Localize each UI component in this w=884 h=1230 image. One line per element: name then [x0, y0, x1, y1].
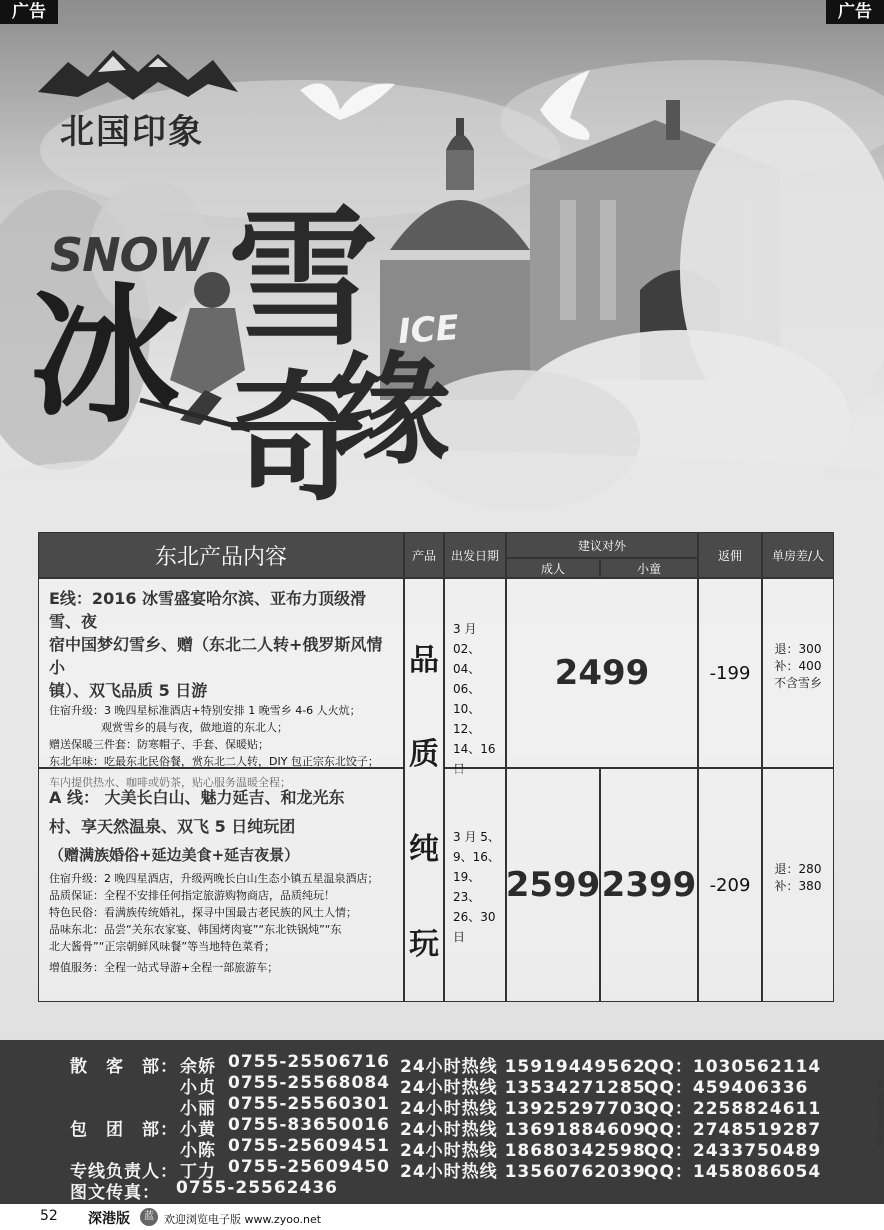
contact-phone: 0755-25568084 — [228, 1073, 390, 1093]
date-line: 日 — [453, 930, 466, 944]
date-line: 04、06、 — [453, 662, 481, 696]
date-line: 3 月 02、 — [453, 622, 481, 656]
route-a-detail: 品味东北：品尝“关东农家宴、韩国烤肉宴”“东北铁锅炖”“东 — [49, 923, 342, 936]
contact-label: 图文传真： — [70, 1183, 160, 1203]
contact-label: 包 团 部： — [70, 1120, 178, 1140]
headline-char-3: 奇 — [226, 358, 367, 521]
contact-name: 小丽 — [180, 1099, 216, 1119]
contact-phone: 0755-25609451 — [228, 1136, 390, 1156]
ad-tag-left: 广告 — [0, 0, 58, 24]
route-e-title-3: 镇）、双飞品质 5 日游 — [49, 681, 208, 700]
route-a-rebate: -209 — [698, 768, 762, 1002]
date-line: 日 — [453, 762, 466, 776]
headline-snow: SNOW — [50, 228, 208, 282]
route-e-detail: 车内提供热水、咖啡或奶茶，贴心服务温暖全程； — [49, 776, 291, 789]
brand-name: 北国印象 — [60, 112, 204, 152]
route-a-dates — [444, 768, 506, 1002]
route-e-detail: 赠送保暖三件套：防寒帽子、手套、保暖贴； — [49, 738, 269, 751]
product-char-1: 品 — [409, 643, 439, 678]
contact-label: 专线负责人： — [70, 1162, 178, 1182]
date-line: 3 月 5、 — [453, 830, 500, 844]
contact-name: 余娇 — [180, 1057, 216, 1077]
contact-label: 散 客 部： — [70, 1057, 178, 1077]
headline-char-1: 冰 — [30, 270, 181, 444]
header-content: 东北产品内容 — [38, 532, 404, 578]
header-suggest: 建议对外 — [506, 532, 698, 558]
route-e-detail: 东北年味：吃最东北民俗餐，赏东北二人转，DIY 包正宗东北饺子； — [49, 755, 379, 768]
contact-qq: QQ：1458086054 — [644, 1162, 822, 1182]
route-e-single — [762, 578, 834, 768]
page-number: 52 — [40, 1208, 58, 1224]
product-char-3: 纯 — [409, 832, 439, 867]
contact-name: 小陈 — [180, 1141, 216, 1161]
route-a-detail: 北大酱骨”“正宗朝鲜风味餐”等当地特色菜肴； — [49, 940, 276, 953]
contact-qq: QQ：2748519287 — [644, 1120, 822, 1140]
contact-name: 小黄 — [180, 1120, 216, 1140]
page-footer — [0, 1204, 884, 1230]
contact-panel — [0, 1040, 884, 1204]
contact-name: 丁力 — [180, 1162, 216, 1182]
date-line: 9、16、 — [453, 850, 500, 864]
route-a-detail: 增值服务：全程一站式导游+全程一部旅游车； — [49, 961, 279, 974]
contact-phone: 0755-25609450 — [228, 1157, 390, 1177]
edition-badge-icon: 蓝 — [140, 1208, 158, 1226]
date-line: 19、23、 — [453, 870, 481, 904]
single-line: 补：400 — [774, 659, 822, 673]
route-a-detail: 品质保证：全程不安排任何指定旅游购物商店，品质纯玩！ — [49, 889, 335, 902]
contact-fax: 0755-25562436 — [176, 1178, 338, 1198]
contact-phone: 0755-83650016 — [228, 1115, 390, 1135]
header-single: 单房差/人 — [762, 532, 834, 578]
route-e-title-1: E线：2016 冰雪盛宴哈尔滨、亚布力顶级滑雪、夜 — [49, 589, 367, 631]
route-e-title-2: 宿中国梦幻雪乡、赠（东北二人转+俄罗斯风情小 — [49, 635, 383, 677]
route-a-price-child: 2399 — [600, 768, 698, 1002]
contact-name: 小贞 — [180, 1078, 216, 1098]
header-rebate: 返佣 — [698, 532, 762, 578]
headline-char-2: 雪 — [228, 193, 379, 367]
date-line: 14、16 — [453, 742, 496, 756]
contact-qq: QQ：2258824611 — [644, 1099, 822, 1119]
side-disclaimer: 此广告图文均由客户提供 — [876, 1080, 883, 1146]
contact-hotline: 24小时热线 13534271285 — [400, 1078, 646, 1098]
contact-qq: QQ：1030562114 — [644, 1057, 822, 1077]
header-adult: 成人 — [506, 558, 600, 578]
header-departure: 出发日期 — [444, 532, 506, 578]
product-char-4: 玩 — [409, 927, 439, 962]
header-child: 小童 — [600, 558, 698, 578]
single-line: 不含雪乡 — [773, 676, 822, 690]
route-e-detail: 观赏雪乡的晨与夜，做地道的东北人； — [101, 721, 288, 734]
contact-qq: QQ：459406336 — [644, 1078, 809, 1098]
contact-qq: QQ：2433750489 — [644, 1141, 822, 1161]
route-a-detail: 特色民俗：看满族传统婚礼，探寻中国最古老民族的风土人情； — [49, 906, 357, 919]
contact-hotline: 24小时热线 13560762039 — [400, 1162, 646, 1182]
contact-hotline: 24小时热线 13691884609 — [400, 1120, 646, 1140]
contact-hotline: 24小时热线 15919449562 — [400, 1057, 646, 1077]
product-quality-column — [404, 578, 444, 1002]
headline-char-4: 缘 — [330, 342, 450, 481]
product-table — [38, 532, 834, 1002]
route-a-content — [38, 768, 404, 1002]
route-a-title-2: 村、享天然温泉、双飞 5 日纯玩团 — [49, 817, 296, 836]
single-line: 退：280 — [774, 862, 822, 876]
route-a-title-3: （赠满族婚俗+延边美食+延吉夜景） — [49, 846, 300, 864]
website-link[interactable]: 欢迎浏览电子版 www.zyoo.net — [164, 1213, 322, 1226]
product-char-2: 质 — [409, 737, 439, 772]
single-line: 退：300 — [774, 642, 822, 656]
route-e-content — [38, 578, 404, 789]
single-line: 补：380 — [774, 879, 822, 893]
route-e-price: 2499 — [506, 578, 698, 768]
route-e-rebate: -199 — [698, 578, 762, 768]
route-e-detail: 住宿升级：3 晚四星标准酒店+特别安排 1 晚雪乡 4-6 人火炕； — [49, 704, 361, 717]
date-line: 26、30 — [453, 910, 496, 924]
contact-hotline: 24小时热线 13925297703 — [400, 1099, 646, 1119]
route-a-detail: 住宿升级：2 晚四星酒店，升级两晚长白山生态小镇五星温泉酒店； — [49, 872, 379, 885]
headline-ice: ICE — [396, 307, 461, 353]
route-a-title-1: A 线： 大美长白山、魅力延吉、和龙光东 — [49, 788, 345, 807]
ad-tag-right: 广告 — [826, 0, 884, 24]
contact-phone: 0755-25506716 — [228, 1052, 390, 1072]
date-line: 10、12、 — [453, 702, 481, 736]
route-a-price-adult: 2599 — [506, 768, 600, 1002]
contact-phone: 0755-25560301 — [228, 1094, 390, 1114]
route-e-dates — [444, 578, 506, 776]
header-product: 产品 — [404, 532, 444, 578]
contact-hotline: 24小时热线 18680342598 — [400, 1141, 646, 1161]
edition-label: 深港版 — [88, 1211, 130, 1227]
route-a-single — [762, 768, 834, 1002]
